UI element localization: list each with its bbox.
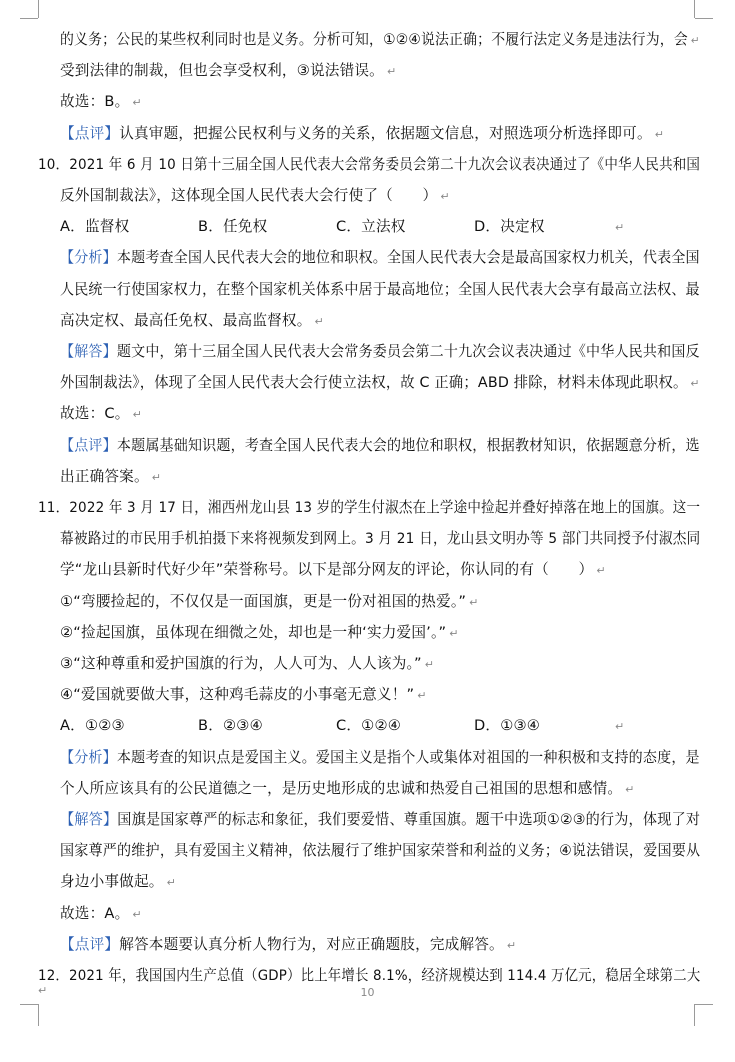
text-line	[60, 92, 142, 113]
paragraph-mark: ↵	[506, 938, 517, 952]
paragraph-mark: ↵	[132, 907, 142, 921]
paragraph-mark: ↵	[386, 65, 397, 79]
section-tag: 【解答】	[60, 811, 118, 828]
line-text: ③“这种尊重和爱护国旗的行为，人人可为、人人该为。”	[60, 655, 422, 672]
answer-option: D．决定权	[474, 218, 545, 236]
text-line	[60, 280, 700, 300]
paragraph-mark: ↵	[132, 408, 142, 422]
line-text: ④“爱国就要做大事，这种鸡毛蒜皮的小事毫无意义！”	[60, 686, 415, 704]
text-line	[60, 685, 427, 706]
footer-return-mark: ↵	[38, 984, 48, 997]
crop-mark-bottom-right-v	[694, 1004, 695, 1026]
section-tag: 【解答】	[60, 343, 117, 360]
text-line	[60, 124, 664, 145]
line-text: 个人所应该具有的公民道德之一，是历史地形成的忠诚和热爱自己祖国的思想和感情。	[60, 779, 623, 797]
crop-mark-top-left-h	[20, 18, 38, 19]
question-line	[38, 498, 700, 518]
line-text: 国家尊严的维护，具有爱国主义精神，依法履行了维护国家荣誉和利益的义务；④说法错误，爱国要从	[60, 842, 701, 860]
answer-option: C．立法权	[336, 218, 406, 236]
line-text: 出正确答案。	[60, 467, 149, 485]
crop-mark-bottom-right-h	[695, 1004, 713, 1005]
answer-option: D．①③④	[474, 717, 541, 735]
line-text: 故选：A。	[60, 904, 130, 922]
text-line	[60, 436, 700, 456]
paragraph-mark: ↵	[625, 782, 635, 796]
text-line	[60, 654, 434, 675]
text-line	[60, 186, 450, 207]
line-text: 认真审题，把握公民权利与义务的关系，依据题文信息，对照选项分析选择即可。	[119, 124, 652, 142]
text-line	[60, 935, 516, 956]
answer-option: C．①②④	[336, 717, 402, 735]
line-text: 的义务；公民的某些权利同时也是义务。分析可知，①②④说法正确；不履行法定义务是违法行为，会	[60, 31, 688, 48]
paragraph-mark: ↵	[449, 626, 459, 640]
line-text: ②“捡起国旗，虽体现在细微之处，却也是一种‘实力爱国’。”	[60, 623, 447, 641]
crop-mark-top-right-h	[695, 18, 713, 19]
paragraph-mark: ↵	[424, 658, 435, 671]
crop-mark-top-right-v	[694, 0, 695, 18]
answer-option: A．①②③	[60, 717, 125, 735]
answer-option: B．任免权	[198, 218, 268, 236]
options-row	[60, 716, 624, 737]
text-line	[60, 467, 161, 488]
crop-mark-bottom-left-v	[38, 1004, 39, 1026]
paragraph-mark: ↵	[417, 689, 427, 703]
line-text: 人民统一行使国家权力，在整个国家机关体系中居于最高地位；全国人民代表大会享有最高立法权、最	[60, 280, 700, 298]
line-text: 故选：B。	[60, 93, 130, 111]
text-line	[60, 748, 700, 768]
paragraph-mark: ↵	[690, 34, 700, 47]
line-text: 本题属基础知识题，考查全国人民代表大会的地位和职权，根据教材知识，依据题意分析，选	[116, 436, 700, 454]
text-line	[60, 342, 700, 362]
answer-option: A．监督权	[60, 218, 130, 236]
line-text: 故选：C。	[60, 405, 130, 423]
text-line	[60, 529, 700, 549]
paragraph-mark: ↵	[132, 96, 142, 110]
section-tag: 【点评】	[60, 935, 120, 953]
text-line	[60, 30, 700, 51]
answer-option: B．②③④	[198, 717, 263, 735]
paragraph-mark: ↵	[469, 595, 479, 609]
text-line	[60, 623, 459, 644]
line-text: 高决定权、最高任免权、最高监督权。	[60, 311, 312, 329]
text-line	[60, 373, 700, 394]
text-line	[60, 61, 396, 82]
crop-mark-bottom-left-h	[20, 1004, 38, 1005]
paragraph-mark: ↵	[314, 314, 324, 328]
text-line	[60, 248, 700, 268]
question-line	[38, 966, 700, 986]
line-text: 本题考查的知识点是爱国主义。爱国主义是指个人或集体对祖国的一种积极和支持的态度，是	[116, 748, 700, 766]
paragraph-mark: ↵	[654, 127, 665, 141]
text-line	[60, 779, 635, 800]
paragraph-mark: ↵	[166, 876, 176, 890]
text-line	[60, 904, 142, 925]
line-text: 11．2022 年 3 月 17 日，湘西州龙山县 13 岁的学生付淑杰在上学途中捡起并叠好掉落在地上的国旗。这一	[38, 499, 701, 516]
crop-mark-top-left-v	[38, 0, 39, 18]
line-text: 10．2021 年 6 月 10 日第十三届全国人民代表大会常务委员会第二十九次会议表决通过了《中华人民共和国	[38, 155, 701, 173]
paragraph-mark: ↵	[615, 221, 625, 235]
line-text: 12．2021 年，我国国内生产总值（GDP）比上年增长 8.1%，经济规模达到 114.4 万亿元，稳居全球第二大	[38, 967, 701, 984]
line-text: 幕被路过的市民用手机拍摄下来将视频发到网上。3 月 21 日，龙山县文明办等 5 部门共同授予付淑杰同	[60, 530, 701, 548]
page-number: 10	[360, 986, 375, 999]
line-text: 本题考查全国人民代表大会的地位和职权。全国人民代表大会是最高国家权力机关，代表全国	[116, 249, 700, 267]
line-text: 受到法律的制裁，但也会享受权利，③说法错误。	[60, 62, 384, 80]
paragraph-mark: ↵	[151, 470, 162, 484]
text-line	[60, 872, 176, 893]
section-tag: 【分析】	[60, 748, 117, 766]
line-text: 学“龙山县新时代好少年”荣誉称号。以下是部分网友的评论，你认同的有（ ）	[60, 561, 594, 579]
section-tag: 【点评】	[60, 436, 117, 454]
paragraph-mark: ↵	[690, 377, 700, 391]
line-text: 反外国制裁法》，这体现全国人民代表大会行使了（ ）	[60, 187, 438, 204]
section-tag: 【分析】	[60, 249, 117, 267]
question-line	[38, 155, 700, 175]
text-line	[60, 560, 606, 581]
paragraph-mark: ↵	[440, 190, 450, 203]
text-line	[60, 404, 142, 425]
line-text: 国旗是国家尊严的标志和象征，我们要爱惜、尊重国旗。题干中选项①②③的行为，体现了对	[117, 811, 701, 828]
text-line	[60, 311, 324, 332]
line-text: 外国制裁法》，体现了全国人民代表大会行使立法权，故 C 正确；ABD 排除，材料未体现此职权。	[60, 374, 688, 392]
paragraph-mark: ↵	[615, 720, 625, 734]
text-line	[60, 592, 479, 613]
line-text: 题文中，第十三届全国人民代表大会常务委员会第二十九次会议表决通过《中华人民共和国反	[116, 343, 700, 360]
text-line	[60, 841, 700, 861]
options-row	[60, 217, 624, 238]
section-tag: 【点评】	[60, 124, 120, 142]
line-text: ①“弯腰捡起的，不仅仅是一面国旗，更是一份对祖国的热爱。”	[60, 592, 467, 610]
paragraph-mark: ↵	[596, 564, 606, 578]
line-text: 解答本题要认真分析人物行为，对应正确题肢，完成解答。	[119, 935, 504, 953]
text-line	[60, 810, 700, 830]
line-text: 身边小事做起。	[60, 873, 164, 891]
